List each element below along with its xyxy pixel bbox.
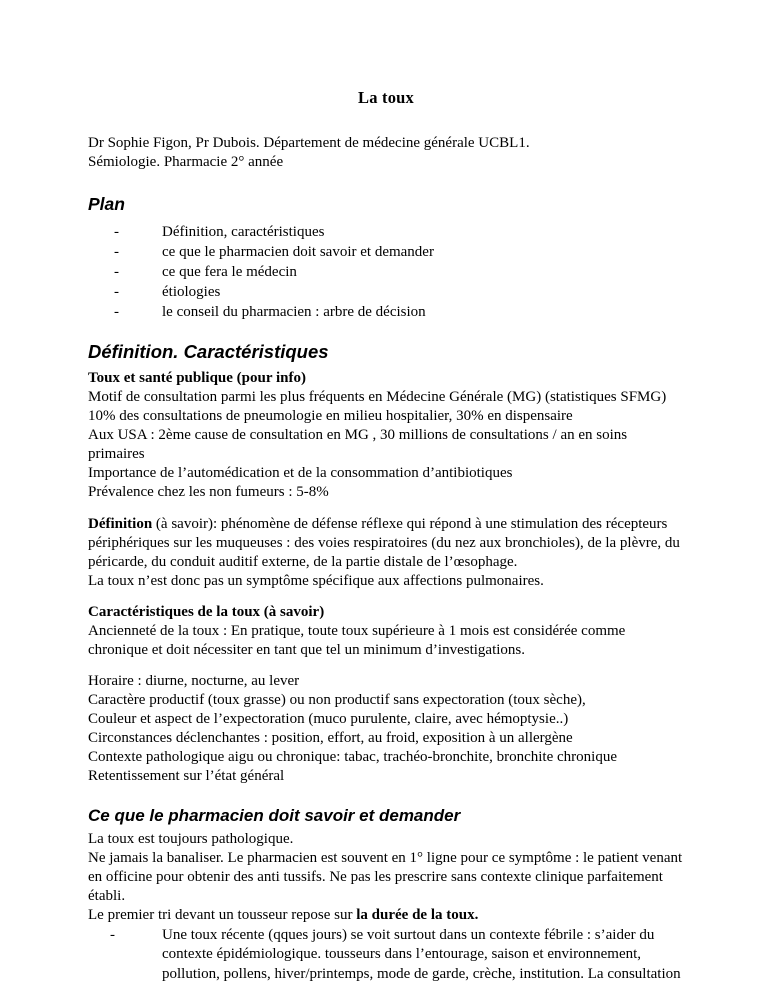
dash-marker: - bbox=[114, 304, 119, 321]
list-item bbox=[114, 283, 684, 303]
paragraph-definition bbox=[88, 515, 684, 572]
list-item-label: ce que le pharmacien doit savoir et demander bbox=[162, 244, 434, 261]
paragraph-automedication: Importance de l’automédication et de la consommation d’antibiotiques bbox=[88, 465, 513, 482]
dash-marker: - bbox=[114, 264, 119, 281]
list-item bbox=[114, 223, 684, 243]
spacer bbox=[88, 503, 684, 515]
title-text: La toux bbox=[358, 88, 414, 107]
paragraph-premier-tri bbox=[88, 906, 684, 925]
list-item-label: Une toux récente (qques jours) se voit surtout dans un contexte fébrile : s’aider du contexte épidémiologique. tousseurs dans l’entourage, saison et environnement, pollution, pollens, hiver/printemps, mode de garde, crèche, institution. La consultation bbox=[162, 926, 681, 982]
tri-prefix: Le premier tri devant un tousseur repose sur bbox=[88, 907, 357, 924]
subheading-caracteristiques: Caractéristiques de la toux (à savoir) bbox=[88, 603, 325, 620]
list-item bbox=[110, 926, 684, 985]
paragraph-banaliser: Ne jamais la banaliser. Le pharmacien est souvent en 1° ligne pour ce symptôme : le patient venant en officine pour obtenir des anti tussifs. Ne pas les prescrire sans contexte clinique parfaitement établi. bbox=[88, 850, 683, 905]
paragraph-usa: Aux USA : 2ème cause de consultation en MG , 30 millions de consultations / an en soins primaires bbox=[88, 427, 628, 463]
paragraph-definition-extra: La toux n’est donc pas un symptôme spécifique aux affections pulmonaires. bbox=[88, 572, 544, 589]
dash-marker: - bbox=[110, 926, 115, 943]
paragraph-horaire: Horaire : diurne, nocturne, au lever bbox=[88, 673, 300, 689]
spacer bbox=[88, 660, 684, 672]
list-item bbox=[114, 243, 684, 263]
dash-marker: - bbox=[114, 224, 119, 241]
paragraph-toux-pathologique: La toux est toujours pathologique. bbox=[88, 831, 294, 848]
dash-marker: - bbox=[114, 284, 119, 301]
paragraph-circonstances: Circonstances déclenchantes : position, effort, au froid, exposition à un allergène bbox=[88, 730, 573, 747]
list-item-label: le conseil du pharmacien : arbre de décision bbox=[162, 304, 426, 321]
section-heading-definition: Définition. Caractéristiques bbox=[88, 341, 329, 363]
definition-label: Définition bbox=[88, 515, 153, 532]
paragraph-motif: Motif de consultation parmi les plus fréquents en Médecine Générale (MG) (statistiques SFMG) bbox=[88, 389, 667, 406]
page-title bbox=[88, 88, 684, 108]
tri-emphasis: la durée de la toux. bbox=[356, 907, 479, 924]
section-heading-plan: Plan bbox=[88, 194, 125, 215]
paragraph-anciennete: Ancienneté de la toux : En pratique, toute toux supérieure à 1 mois est considérée comme chronique et doit nécessiter en tant que tel un minimum d’investigations. bbox=[88, 622, 626, 658]
section-heading-pharmacien: Ce que le pharmacien doit savoir et demander bbox=[88, 806, 461, 826]
paragraph-caractere-productif: Caractère productif (toux grasse) ou non productif sans expectoration (toux sèche), bbox=[88, 692, 586, 709]
list-item-label: Définition, caractéristiques bbox=[162, 224, 325, 241]
paragraph-consultations: 10% des consultations de pneumologie en milieu hospitalier, 30% en dispensaire bbox=[88, 408, 573, 425]
pharmacien-bullet-list bbox=[88, 926, 684, 985]
paragraph-contexte-pathologique: Contexte pathologique aigu ou chronique: tabac, trachéo-bronchite, bronchite chronique bbox=[88, 749, 617, 766]
byline-line-1: Dr Sophie Figon, Pr Dubois. Département de médecine générale UCBL1. bbox=[88, 135, 530, 151]
paragraph-retentissement: Retentissement sur l’état général bbox=[88, 768, 285, 785]
definition-text: (à savoir): phénomène de défense réflexe qui répond à une stimulation des récepteurs périphériques sur les muqueuses : des voies respiratoires (du nez aux bronchioles), de la plèvre, du péricarde, du conduit auditif externe, de la partie distale de l’œsophage. bbox=[88, 515, 680, 570]
dash-marker: - bbox=[114, 244, 119, 261]
list-item bbox=[114, 303, 684, 323]
list-item bbox=[114, 263, 684, 283]
paragraph-couleur-aspect: Couleur et aspect de l’expectoration (muco purulente, claire, avec hémoptysie..) bbox=[88, 711, 569, 728]
list-item-label: ce que fera le médecin bbox=[162, 264, 297, 281]
spacer bbox=[88, 591, 684, 603]
paragraph-prevalence: Prévalence chez les non fumeurs : 5-8% bbox=[88, 484, 329, 501]
list-item-label: étiologies bbox=[162, 284, 221, 301]
subheading-sante-publique: Toux et santé publique (pour info) bbox=[88, 370, 306, 387]
byline-line-2: Sémiologie. Pharmacie 2° année bbox=[88, 154, 284, 171]
plan-list bbox=[88, 223, 684, 323]
